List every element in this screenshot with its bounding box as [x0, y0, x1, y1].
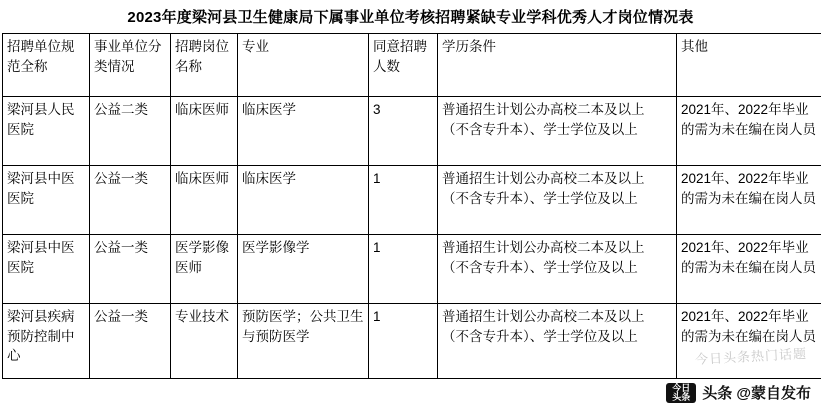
column-header-education: 学历条件 — [438, 34, 677, 97]
cell-education — [438, 235, 677, 304]
cell-major: 临床医学 — [238, 166, 369, 235]
cell-other — [677, 166, 821, 235]
cell-category: 公益二类 — [90, 97, 171, 166]
cell-education-line2: （不含专升本）、学士学位及以上 — [442, 121, 638, 137]
cell-unit: 梁河县人民医院 — [3, 97, 90, 166]
cell-education — [438, 166, 677, 235]
toutiao-logo-icon — [666, 383, 696, 403]
cell-major: 临床医学 — [238, 97, 369, 166]
cell-category: 公益一类 — [90, 304, 171, 379]
cell-other-line2: 的需为未在编在岗人员 — [681, 190, 816, 206]
toutiao-logo-line1: 今日 — [672, 382, 691, 393]
column-header-count: 同意招聘人数 — [369, 34, 438, 97]
cell-education — [438, 304, 677, 379]
cell-position: 临床医师 — [171, 166, 238, 235]
cell-major: 预防医学；公共卫生与预防医学 — [238, 304, 369, 379]
cell-education-line1: 普通招生计划公办高校二本及以上 — [442, 309, 645, 324]
cell-education-line2: （不含专升本）、学士学位及以上 — [442, 190, 638, 206]
cell-other — [677, 304, 821, 379]
cell-category: 公益一类 — [90, 235, 171, 304]
recruitment-table — [2, 33, 821, 379]
cell-other — [677, 97, 821, 166]
column-header-major: 专业 — [238, 34, 369, 97]
watermark-text: 今日头条热门话题 — [694, 346, 808, 367]
cell-other-line2: 的需为未在编在岗人员 — [681, 259, 816, 275]
cell-category: 公益一类 — [90, 166, 171, 235]
column-header-position: 招聘岗位名称 — [171, 34, 238, 97]
cell-other — [677, 235, 821, 304]
cell-education-line1: 普通招生计划公办高校二本及以上 — [442, 102, 645, 117]
page-title: 2023年度梁河县卫生健康局下属事业单位考核招聘紧缺专业学科优秀人才岗位情况表 — [127, 9, 694, 26]
cell-count: 1 — [369, 304, 438, 379]
cell-education-line1: 普通招生计划公办高校二本及以上 — [442, 240, 645, 255]
header-row — [3, 34, 821, 97]
cell-count: 3 — [369, 97, 438, 166]
table-row — [3, 166, 821, 235]
cell-unit: 梁河县疾病预防控制中心 — [3, 304, 90, 379]
source-badge — [666, 382, 811, 403]
column-header-other: 其他 — [677, 34, 821, 97]
cell-unit: 梁河县中医医院 — [3, 166, 90, 235]
cell-other-line1: 2021年、2022年毕业 — [681, 171, 809, 186]
cell-other-line2: 的需为未在编在岗人员 — [681, 328, 816, 344]
toutiao-logo-line2: 头条 — [672, 391, 691, 402]
table-row — [3, 97, 821, 166]
table-header — [3, 34, 821, 97]
column-header-category: 事业单位分类情况 — [90, 34, 171, 97]
cell-position: 专业技术 — [171, 304, 238, 379]
cell-education-line2: （不含专升本）、学士学位及以上 — [442, 328, 638, 344]
cell-other-line2: 的需为未在编在岗人员 — [681, 121, 816, 137]
cell-major: 医学影像学 — [238, 235, 369, 304]
cell-position: 临床医师 — [171, 97, 238, 166]
cell-education-line2: （不含专升本）、学士学位及以上 — [442, 259, 638, 275]
column-header-unit: 招聘单位规范全称 — [3, 34, 90, 97]
source-badge-text: 头条 @蒙自发布 — [702, 385, 811, 402]
cell-education — [438, 97, 677, 166]
table-row — [3, 235, 821, 304]
table-body — [3, 97, 821, 379]
cell-count: 1 — [369, 235, 438, 304]
cell-unit: 梁河县中医医院 — [3, 235, 90, 304]
table-row — [3, 304, 821, 379]
cell-other-line1: 2021年、2022年毕业 — [681, 240, 809, 255]
cell-count: 1 — [369, 166, 438, 235]
cell-position: 医学影像医师 — [171, 235, 238, 304]
cell-education-line1: 普通招生计划公办高校二本及以上 — [442, 171, 645, 186]
cell-other-line1: 2021年、2022年毕业 — [681, 309, 809, 324]
cell-other-line1: 2021年、2022年毕业 — [681, 102, 809, 117]
